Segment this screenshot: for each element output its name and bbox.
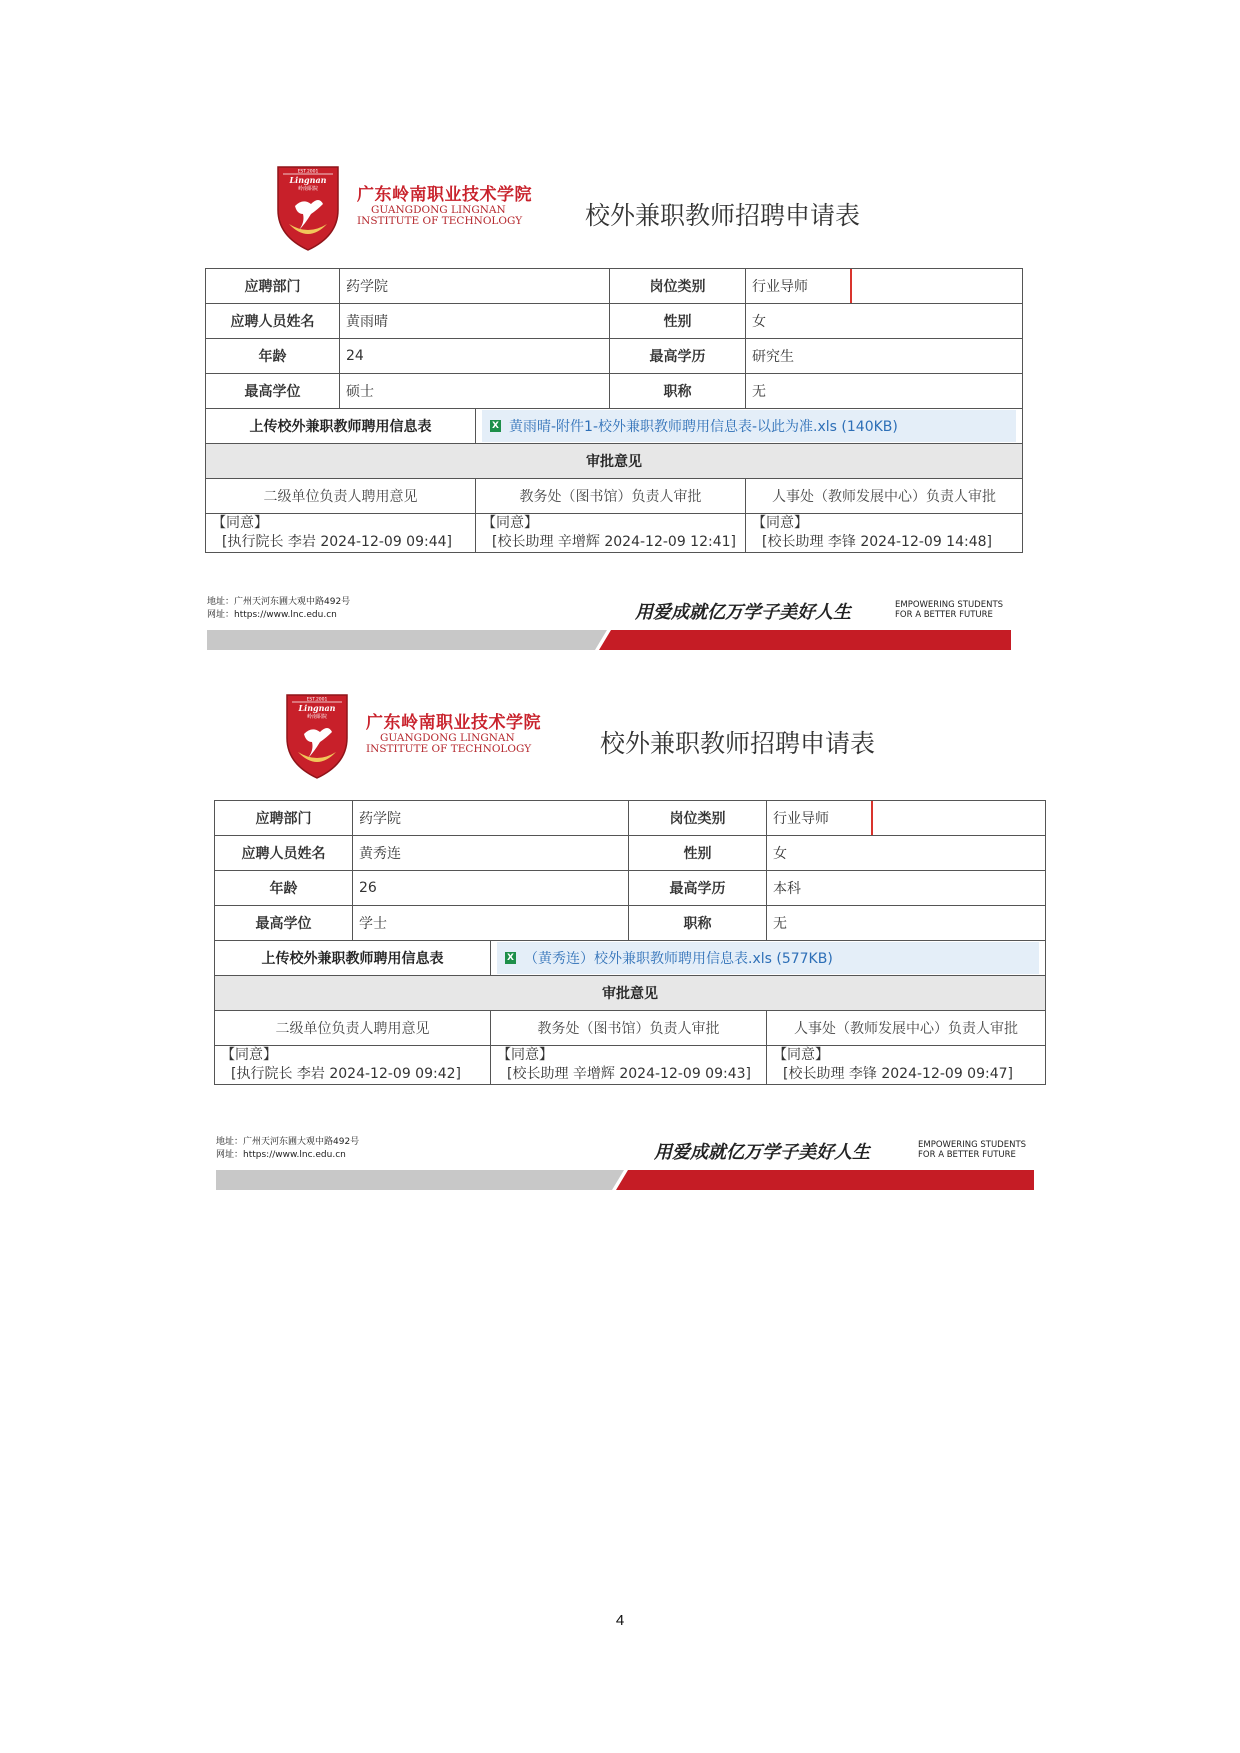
contact-block — [216, 1136, 359, 1162]
school-name-en-line2: INSTITUTE OF TECHNOLOGY — [357, 215, 523, 227]
slogan-en-line2: FOR A BETTER FUTURE — [918, 1150, 1016, 1160]
value-department: 药学院 — [340, 269, 610, 304]
approval-personnel — [746, 514, 1023, 553]
svg-text:岭南职院: 岭南职院 — [297, 186, 319, 192]
slogan-en-line2: FOR A BETTER FUTURE — [895, 610, 993, 620]
table-row — [206, 409, 1023, 444]
value-applicant-name: 黄雨晴 — [340, 304, 610, 339]
attachment-link[interactable] — [497, 942, 1039, 974]
application-form-1 — [205, 160, 1023, 660]
label-position-type: 岗位类别 — [610, 269, 746, 304]
form-header — [205, 160, 1023, 270]
label-upload: 上传校外兼职教师聘用信息表 — [206, 409, 476, 444]
application-form-2 — [214, 688, 1046, 1198]
upload-cell — [476, 409, 1023, 444]
approval-personnel — [767, 1046, 1046, 1085]
value-position-type — [746, 269, 1023, 304]
approval-opinion: 【同意】 — [221, 1047, 277, 1063]
label-applicant-name: 应聘人员姓名 — [215, 836, 353, 871]
value-title: 无 — [767, 906, 1046, 941]
svg-text:Lingnan: Lingnan — [289, 175, 327, 185]
approval-opinion: 【同意】 — [482, 515, 538, 531]
approval-academic-affairs — [476, 514, 746, 553]
table-row — [215, 836, 1046, 871]
label-position-type: 岗位类别 — [629, 801, 767, 836]
value-gender: 女 — [746, 304, 1023, 339]
approval-department — [206, 514, 476, 553]
slogan-cn: 用爱成就亿万学子美好人生 — [635, 602, 851, 623]
slogan-en — [895, 600, 1003, 620]
application-table — [205, 268, 1023, 553]
approval-signoff: [执行院长 李岩 2024-12-09 09:42] — [231, 1066, 461, 1082]
table-row — [215, 941, 1046, 976]
table-row — [215, 871, 1046, 906]
school-name-cn: 广东岭南职业技术学院 — [366, 713, 541, 733]
label-degree: 最高学位 — [206, 374, 340, 409]
slogan-cn: 用爱成就亿万学子美好人生 — [654, 1142, 870, 1163]
approval-signoff: [校长助理 李锋 2024-12-09 09:47] — [783, 1066, 1013, 1082]
label-title: 职称 — [610, 374, 746, 409]
svg-text:岭南职院: 岭南职院 — [306, 714, 328, 720]
value-education: 本科 — [767, 871, 1046, 906]
value-gender: 女 — [767, 836, 1046, 871]
table-row — [206, 374, 1023, 409]
slogan-en — [918, 1140, 1026, 1160]
label-gender: 性别 — [629, 836, 767, 871]
attachment-filename: 黄雨晴-附件1-校外兼职教师聘用信息表-以此为准.xls (140KB) — [509, 419, 898, 435]
website-text: 网址：https://www.lnc.edu.cn — [207, 610, 337, 620]
highlight-box — [767, 801, 874, 836]
label-education: 最高学历 — [629, 871, 767, 906]
approval-signoff: [执行院长 李岩 2024-12-09 09:44] — [222, 534, 452, 550]
address-text: 地址：广州天河东圃大观中路492号 — [216, 1137, 360, 1147]
table-row — [215, 906, 1046, 941]
table-row — [206, 269, 1023, 304]
form-title: 校外兼职教师招聘申请表 — [585, 201, 861, 230]
table-row — [206, 444, 1023, 479]
table-row — [206, 479, 1023, 514]
value-title: 无 — [746, 374, 1023, 409]
address-text: 地址：广州天河东圃大观中路492号 — [207, 597, 351, 607]
page-number: 4 — [615, 1612, 625, 1629]
approval-signoff: [校长助理 李锋 2024-12-09 14:48] — [762, 534, 992, 550]
table-row — [215, 801, 1046, 836]
table-row — [206, 339, 1023, 374]
approval-opinion: 【同意】 — [773, 1047, 829, 1063]
label-applicant-name: 应聘人员姓名 — [206, 304, 340, 339]
school-name-en-line2: INSTITUTE OF TECHNOLOGY — [366, 743, 532, 755]
label-age: 年龄 — [206, 339, 340, 374]
school-name-en-line1: GUANGDONG LINGNAN — [371, 204, 506, 216]
approval-signoff: [校长助理 辛增辉 2024-12-09 09:43] — [507, 1066, 751, 1082]
approval-opinion: 【同意】 — [752, 515, 808, 531]
approval-opinion: 【同意】 — [212, 515, 268, 531]
slogan-en-line1: EMPOWERING STUDENTS — [918, 1140, 1027, 1150]
table-row — [215, 1046, 1046, 1085]
label-education: 最高学历 — [610, 339, 746, 374]
approval-head-personnel: 人事处（教师发展中心）负责人审批 — [746, 479, 1023, 514]
approval-head-personnel: 人事处（教师发展中心）负责人审批 — [767, 1011, 1046, 1046]
attachment-filename: （黄秀连）校外兼职教师聘用信息表.xls (577KB) — [524, 951, 833, 967]
approval-head-department: 二级单位负责人聘用意见 — [206, 479, 476, 514]
slogan-en-line1: EMPOWERING STUDENTS — [895, 600, 1004, 610]
value-department: 药学院 — [353, 801, 629, 836]
contact-block — [207, 596, 350, 622]
table-row — [215, 1011, 1046, 1046]
value-age: 26 — [353, 871, 629, 906]
value-degree: 硕士 — [340, 374, 610, 409]
table-row — [215, 976, 1046, 1011]
application-table — [214, 800, 1046, 1085]
svg-text:Lingnan: Lingnan — [298, 703, 336, 713]
approval-head-department: 二级单位负责人聘用意见 — [215, 1011, 491, 1046]
school-logo-icon — [284, 692, 350, 780]
form-header — [214, 688, 1046, 798]
value-applicant-name: 黄秀连 — [353, 836, 629, 871]
approval-signoff: [校长助理 辛增辉 2024-12-09 12:41] — [492, 534, 736, 550]
label-age: 年龄 — [215, 871, 353, 906]
value-age: 24 — [340, 339, 610, 374]
excel-file-icon: X — [505, 952, 516, 964]
upload-cell — [491, 941, 1046, 976]
school-logo-icon — [275, 164, 341, 252]
school-name-block — [357, 180, 532, 227]
svg-text:EST.2001: EST.2001 — [297, 169, 319, 175]
excel-file-icon: X — [490, 420, 501, 432]
approval-section-title: 审批意见 — [215, 976, 1046, 1011]
value-education: 研究生 — [746, 339, 1023, 374]
label-upload: 上传校外兼职教师聘用信息表 — [215, 941, 491, 976]
school-name-cn: 广东岭南职业技术学院 — [357, 185, 532, 205]
website-text: 网址：https://www.lnc.edu.cn — [216, 1150, 346, 1160]
approval-academic-affairs — [491, 1046, 767, 1085]
label-department: 应聘部门 — [206, 269, 340, 304]
value-position-type — [767, 801, 1046, 836]
attachment-link[interactable] — [482, 410, 1016, 442]
footer-band — [216, 1170, 1034, 1190]
label-title: 职称 — [629, 906, 767, 941]
position-type-text: 行业导师 — [773, 811, 829, 827]
position-type-text: 行业导师 — [752, 279, 808, 295]
table-row — [206, 304, 1023, 339]
school-name-en-line1: GUANGDONG LINGNAN — [380, 732, 515, 744]
approval-head-academic-affairs: 教务处（图书馆）负责人审批 — [476, 479, 746, 514]
approval-head-academic-affairs: 教务处（图书馆）负责人审批 — [491, 1011, 767, 1046]
approval-department — [215, 1046, 491, 1085]
value-degree: 学士 — [353, 906, 629, 941]
highlight-box — [746, 269, 853, 304]
label-department: 应聘部门 — [215, 801, 353, 836]
form-title: 校外兼职教师招聘申请表 — [600, 729, 876, 758]
table-row — [206, 514, 1023, 553]
label-gender: 性别 — [610, 304, 746, 339]
svg-text:EST.2001: EST.2001 — [306, 697, 328, 703]
school-name-block — [366, 708, 541, 755]
footer-band — [207, 630, 1011, 650]
approval-opinion: 【同意】 — [497, 1047, 553, 1063]
approval-section-title: 审批意见 — [206, 444, 1023, 479]
label-degree: 最高学位 — [215, 906, 353, 941]
